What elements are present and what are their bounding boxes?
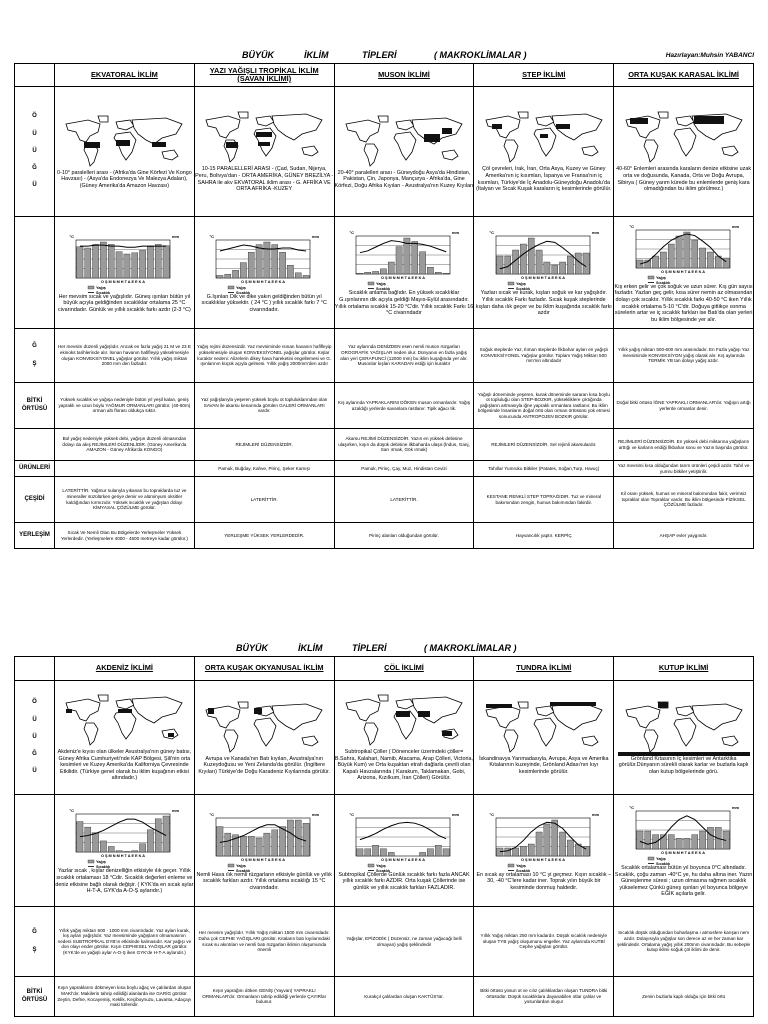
rain-bar: [559, 262, 565, 274]
row-label-soil: ÇEŞİDİ: [15, 477, 55, 523]
climate-cell: °C mm O Ş M N M H T A E E K A Yağış Sıcaklık Her mevsim sıcak ve yağışlıdır. Güneş ışınları bütün yıl büyük açıyla geldiğinden sıcaklıklar ortalama 25 °C civarındadır. Günlük ve yıllık sıcaklık farkı azdır (2-3 °C): [55, 217, 195, 329]
row-label-location: Ö Ü Ü Ğ Ü: [15, 681, 55, 795]
location-cell: Subtropikal Çöller ( Dönenceler üzerindeki çöller= B.Sahra, Kalahari, Namib, Atacama, Arap Çölleri, Victoria, Büyük Kum) ve Orta kuşaktan etrafı dağlarla çevrili olan Kapalı Havzalarında ( Karakum, Taklamakan, Gobi, Arizona, Kızılkum, İran Çölleri) Görülür.: [334, 681, 474, 795]
rain-bar: [248, 252, 254, 278]
legend-rain: Yağış: [515, 863, 526, 868]
rain-bar: [109, 847, 115, 853]
rain-bar: [644, 831, 650, 849]
world-map: [338, 114, 470, 170]
month-axis: O Ş M N M H T A E E K A: [660, 269, 705, 274]
rain-bar: [567, 840, 573, 856]
products-row: [15, 461, 754, 477]
rain-bar: [691, 240, 697, 268]
rain-bar: [536, 250, 542, 274]
rain-bar: [427, 267, 433, 274]
rain-bar: [544, 824, 550, 856]
rain-bar: [683, 232, 689, 268]
location-cell: Grönland Kıtasının İç kesimleri ve Antarktika görülür.Dünyanın sürekli olarak karlar ve buzlarla kaplı olan kutup bölgelerinde görü.: [614, 681, 754, 795]
climate-chart: [338, 810, 470, 872]
title-word: ( MAKRO: [424, 643, 464, 653]
climate-cell: °C mm O Ş M N M H T A E E K A Yağış Sıcaklık G.Işınları Dik ve dike yakın geldiğinden bütün yıl sıcaklıklar yüksektir. ( 24 °C ) yıllık sıcaklık farkı 7 °C civarındadır.: [194, 217, 334, 329]
location-row: [15, 87, 754, 217]
legend-temp: Sıcaklık: [655, 280, 670, 284]
rain-bar: [567, 256, 573, 274]
rain-bar: [280, 826, 286, 855]
rain-bar: [217, 826, 223, 855]
rain-bar: [264, 833, 270, 856]
legend-rain: Yağış: [236, 863, 247, 868]
climate-cell: °C mm O Ş M N M H T A E E K A Yağış Sıcaklık En sıcak ay ortalaması 10 °C yi geçmez. Kışın sıcaklık –30, -40 °C'lere kadar iner. Toprak yılın büyük bir kesiminde donmuş haldedir.: [474, 795, 614, 907]
rain-bar: [256, 838, 262, 856]
location-cell: 40-60° Enlemleri arasında karaların denize etkisine uzak orta ve doğusunda, Kanada, Orta ve Doğu Avrupa, Sibirya ( Güney yarım kürede bu enlemlerde geniş kara olmadığından bu iklim görülmez.): [614, 87, 754, 217]
vegetation-cell: Kış aylarında YAPRAKLARINI DÖKEN muson ormanlardır. Yağış azaldığı yerlerde savanlara rastlanır. Tipik ağacı tik.: [334, 383, 474, 429]
column-head: ORTA KUŞAK OKYANUSAL İKLİM: [194, 657, 334, 681]
rain-bar: [536, 832, 542, 856]
rain-bar: [109, 244, 115, 278]
rain-bar: [77, 246, 83, 277]
world-map: [618, 700, 750, 756]
rain-bar: [676, 838, 682, 849]
rain-bar: [116, 251, 122, 277]
title-word: KLİMALAR ): [464, 643, 517, 653]
rain-bar: [551, 265, 557, 274]
legend-rain: Yağış: [375, 282, 386, 287]
legend-temp: Sıcaklık: [96, 865, 111, 869]
temp-unit: °C: [629, 805, 634, 811]
river-cell: REJİMLERİ DÜZENSİZDİR. Sel rejimli akarsulardır.: [474, 429, 614, 461]
month-axis: O Ş M N M H T A E E K A: [380, 857, 426, 862]
rain-bar: [163, 245, 169, 277]
vegetation-cell: Bitki örtüsü yosun ot ve cılız çalılıklardan oluşan TUNDRA bitki örtüsüdür. Düşük sıcaklıklara dayanabilen otlar çalılar ve yosunlardan oluşur: [474, 977, 614, 1017]
rain-bar: [660, 252, 666, 268]
soil-cell: KESTANE RENKLİ STEP TOPRAĞIDIR. Tuz ve mineral bakımından zengin, humus bakımından fakirdir.: [474, 477, 614, 523]
climate-chart: [338, 228, 470, 290]
column-head: YAZI YAĞIŞLI TROPİKAL İKLİM (SAVAN İKLİMİ): [194, 64, 334, 87]
world-map: [618, 110, 750, 166]
settlement-cell: AHŞAP evler yaygındır.: [614, 523, 754, 549]
column-head: ORTA KUŞAK KARASAL İKLİMİ: [614, 64, 754, 87]
vegetation-cell: Doğal bitki örtüsü İĞNE YAPRAKLI ORMANLAR'dır. Yağışın artığı yerlerde ormanlar denir.: [614, 383, 754, 429]
rain-bar: [636, 831, 642, 849]
rain-bar: [272, 244, 278, 277]
rain-bar: [528, 238, 534, 274]
legend-temp: Sıcaklık: [236, 868, 251, 872]
rain-bar: [683, 838, 689, 849]
title-word: KLİMALAR ): [474, 50, 527, 60]
temp-unit: °C: [209, 811, 215, 817]
temperature-line: [360, 241, 446, 253]
climate-chart: [618, 803, 750, 865]
rain-bar: [388, 852, 394, 856]
products-cell: Pamuk, Pirinç, Çay, Muz, Hindistan Cevizi: [334, 461, 474, 477]
temp-unit: °C: [69, 808, 75, 814]
rain-bar: [85, 827, 91, 852]
legend-temp: Sıcaklık: [375, 868, 391, 872]
rain-bar: [295, 272, 301, 277]
rain-bar: [707, 827, 713, 849]
climate-row: [15, 795, 754, 907]
rain-bar: [148, 830, 154, 852]
rain-bar: [676, 236, 682, 268]
rain-bar: [412, 242, 418, 275]
settlement-cell: Hayvancılık yaptır. KERPİÇ: [474, 523, 614, 549]
rain-unit: mm: [312, 233, 320, 239]
row-label-rain: Ğ Ş: [15, 907, 55, 977]
rain-bar: [156, 819, 162, 852]
rain-unit: mm: [172, 233, 180, 239]
rain-row: [15, 907, 754, 977]
row-label-vegetation: BİTKİ ÖRTÜSÜ: [15, 383, 55, 429]
rain-bar: [132, 851, 138, 852]
rain-bar: [303, 275, 309, 278]
rain-bar: [132, 252, 138, 277]
world-map: [478, 110, 610, 166]
river-cell: REJİMLERİ DÜZENSİZDİR.: [194, 429, 334, 461]
world-map: [58, 114, 190, 170]
location-cell: Akdeniz'e kıyısı olan ülkeler Avustralya'nın güney batısı, Güney Afrika Cumhuriyeti'nde KAP Bölgesi, Şili'nin orta kesimleri ve Kuzey Amerika'da Kaliforniya Çevresinde Etkilidir. (Türkiye genel olarak bu iklim kuşağının etkisi altındadır.): [55, 681, 195, 795]
legend-rain: Yağış: [96, 860, 107, 865]
title-word: TİPLERİ: [362, 50, 397, 60]
products-cell: Tahıllar Yumruku Bitkiler (Patates, Soğan,Turp, Havuç): [474, 461, 614, 477]
rain-bar: [443, 273, 449, 274]
river-cell: REJİMLERİ DÜZENSİZDİR. En yüksek debi miktarına yağışların arttığı ve karların eridiği İlkbahar sonu ve Yazın başında görülür.: [614, 429, 754, 461]
rain-bar: [652, 256, 658, 268]
vegetation-cell: Zemin buzlarla kaplı olduğu için bitki örtü: [614, 977, 754, 1017]
climate-cell: °C mm O Ş M N M H T A E E K A Yağış Sıcaklık Subtropikal Çöllerde Günlük sıcaklık farkı fazla ANCAK yıllık sıcaklık farkı AZDIR. Orta kuşak Çöllerinde ise günlük ve yıllık sıcaklık farkları FAZLADIR.: [334, 795, 474, 907]
row-label-vegetation: BİTKİ ÖRTÜSÜ: [15, 977, 55, 1017]
world-map: [198, 110, 330, 166]
rain-bar: [225, 833, 231, 856]
rain-row: [15, 329, 754, 383]
river-cell: Bol yağış nedeniyle yüksek debi, yağışın düzenli olmasından dolayı da akış REJİMLERİ DÜZENLİDİR. (Güney Amerika'da AMAZON - Güney Afrika'da KONGO): [55, 429, 195, 461]
river-cell: Akarsu REJİMİ DÜZENSİZDİR. Yazın en yüksek debisine ulaşırken, kışın da düşük debisine ilkbaharda ulaşır.(İndus, Ganj, Sarı ırmak, Gök ırmak): [334, 429, 474, 461]
soil-row: [15, 477, 754, 523]
rain-bar: [85, 248, 91, 278]
rain-bar: [419, 852, 425, 856]
month-axis: O Ş M N M H T A E E K A: [241, 857, 286, 862]
rain-cell: Her mevsim düzenli yağışlıdır. Ancak en fazla yağış 21 M ve 23 E ekinoks tarihlerinde alır. İsınan havanın hafifleyip yükselmesiyle oluşan KONVEKSİYONEL yağışlar görülür. Yıllık yağış miktarı 2000 mm den fazladır.: [55, 329, 195, 383]
rain-bar: [256, 244, 262, 277]
rain-bar: [504, 848, 510, 856]
climate-cell: °C mm O Ş M N M H T A E E K A Yağış Sıcaklık Sıcaklık anlama bağlıdır. En yüksek sıcaklıklar G.ışınlarının dik açıyla geldiği Mayıs-Eylül arasındadır. Yıllık ortalama sıcaklık 15-20 °C'dir. Yıllık sıcaklık Farkı 16 °C civarındadır: [334, 217, 474, 329]
rain-bar: [380, 269, 386, 274]
location-cell: 10-15 PARALELLERİ ARASI - (Çad, Sudan, Nijerya, Peru, Bolivya'dan - ORTA AMERİKA, GÜNEY BREZİLYA - SAHRA ile akv EKVATORAL iklim arası - G. AFRİKA VE ORTA AFRİKA -KUZEY: [194, 87, 334, 217]
rain-unit: mm: [451, 811, 460, 817]
column-head: AKDENİZ İKLİMİ: [55, 657, 195, 681]
rain-bar: [140, 844, 146, 852]
column-head: MUSON İKLİMİ: [334, 64, 474, 87]
temperature-line: [220, 245, 306, 251]
rain-bar: [287, 265, 293, 278]
climate-cell: °C mm O Ş M N M H T A E E K A Yağış Sıcaklık Nemli Hava ılık nemli rüzgarların etkisiyle günlük ve yıllık sıcaklık farkları azdır. Yıllık ortalama sıcaklığı 15 °C civarındadır.: [194, 795, 334, 907]
legend-rain: Yağış: [375, 863, 386, 868]
rain-bar: [280, 252, 286, 278]
rain-bar: [435, 273, 441, 275]
rain-unit: mm: [312, 811, 320, 817]
vegetation-cell: Kışın yapraklarını dökmeyen kısa boylu ağaç ve çalılardan oluşan MAKİ'dır. Makilerin tahrip edildiği alanlarda ise GARİG görülür. Zeytin, Defne, Kocayemiş, Keklik, Keçiboynuzu, Lavanta, Adaçayı maki türleridir.: [55, 977, 195, 1017]
page2-table: [14, 656, 754, 1017]
month-axis: O Ş M N M H T A E E K A: [101, 279, 146, 284]
legend-rain: Yağış: [96, 285, 107, 290]
temp-unit: °C: [209, 233, 215, 239]
rain-bar: [396, 247, 402, 274]
column-head: EKVATORAL İKLİM: [55, 64, 195, 87]
rain-unit: mm: [451, 230, 460, 236]
rain-unit: mm: [591, 811, 599, 817]
title-word: İKLİM: [298, 643, 323, 653]
rain-bar: [707, 252, 713, 268]
world-map: [338, 693, 470, 749]
settlement-row: [15, 523, 754, 549]
climate-cell: °C mm O Ş M N M H T A E E K A Yağış Sıcaklık Sıcaklık ortalaması bütün yıl boyunca 0°C altındadır. Sıcaklık, çoğu zaman -40°C ye, hu daha altına iner. Yazın Güneşlenme süresi ; uzun olmasına rağmen sıcaklık yükselemez Çünkü güneş ışınları yıl boyunca bölgeye EĞİK açılarla gelir.: [614, 795, 754, 907]
rain-bar: [240, 262, 246, 277]
legend-temp: Sıcaklık: [515, 287, 530, 291]
rain-bar: [116, 851, 122, 852]
rain-bar: [691, 835, 697, 849]
column-head: STEP İKLİMİ: [474, 64, 614, 87]
soil-cell: Kil oranı yüksek, humus ve mineral bakımından fakir, verimsiz topraklar olan Topraklar vardır. Bu iklim bölgesinde FİZİKSEL ÇÖZÜLME fazladır.: [614, 477, 754, 523]
river-row: [15, 429, 754, 461]
legend-temp: Sıcaklık: [655, 862, 670, 866]
climate-row: [15, 217, 754, 329]
rain-bar: [512, 848, 518, 856]
column-head: KUTUP İKLİMİ: [614, 657, 754, 681]
rain-bar: [668, 244, 674, 268]
rain-bar: [357, 848, 363, 855]
climate-chart: [58, 232, 190, 294]
rain-bar: [520, 244, 526, 274]
rain-bar: [583, 253, 589, 274]
location-cell: Çöl çevreleri, Irak, İran, Orta Asya, Kuzey ve Güney Amerika'nın iç kısımları, İspanya ve Fransa'nın iç kısımları, Türkiye'de İç Anadolu-Güneydoğu Anadolu'da (İtalyan ve Sıcak Kuşak karaların iç kesimlerinde görülür.: [474, 87, 614, 217]
rain-unit: mm: [731, 223, 739, 229]
rain-bar: [240, 836, 246, 856]
rain-bar: [372, 845, 378, 856]
rain-bar: [528, 844, 534, 856]
column-head: TUNDRA İKLİMİ: [474, 657, 614, 681]
vegetation-cell: Kurakçıl çalılardan oluşan KAKTÜS'tür.: [334, 977, 474, 1017]
rain-bar: [93, 244, 99, 278]
temp-unit: °C: [349, 811, 354, 817]
rain-cell: Yıllık yağış miktarı 600 - 1000 mm civarındadır. Yaz ayları kurak, kış ayları yağışlıdır. Yaz mevsiminde yağışların olmamasının nedeni SUBTROPİKAL DYB'ın etkisinde kalmasıdır. Kar yağışı ve don olayı ender görülür. Kışın CEPHESEL YAĞIŞLAR görülür. (KYK'de en yağışlı aylar A-O-Ş iken GYK'de H-T-A aylarıdır.): [55, 907, 195, 977]
title-word: BÜYÜK: [236, 643, 269, 653]
world-map: [198, 700, 330, 756]
temp-unit: °C: [489, 230, 494, 236]
rain-cell: Sıcaklık düşük olduğundan buharlaşma ı atmosfere karışan nem azdır. Dolayısıyla yağışlar son derece az ve her zaman kar şeklindedir. Ortalama yağış yıllık 200mm civarındadır. Bu sebeple kutup iklimi soğuk çöl iklimi de denir.: [614, 907, 754, 977]
rain-bar: [272, 829, 278, 855]
rain-bar: [248, 836, 254, 856]
rain-bar: [575, 253, 581, 274]
rain-unit: mm: [731, 805, 739, 811]
legend-temp: Sıcaklık: [375, 287, 391, 291]
vegetation-row: [15, 383, 754, 429]
climate-chart: [198, 810, 330, 872]
rain-cell: Yıllık yağış miktarı 500-600 mm arasındadır. En Fazla yağışı Yaz mevsiminde KONVEKSİYON yağış olarak alır. Kış aylarında TERMİK YB tan dolayı yağış azdır.: [614, 329, 754, 383]
soil-cell: LATERİTTİR. Yağmur sularıyla yıkanan bu topraklarda tuz ve mineraller süzülürken geriye demir ve alüminyum oksitler kaldığından kırmızıdır. Yüksek sıcaklık ve yağıştan dolayı KİMYASAL ÇÖZÜLME görülür.: [55, 477, 195, 523]
rain-bar: [497, 848, 503, 856]
location-cell: 0-10° paralelleri arası - (Afrika'da Gine Körfezi Ve Kongo Havzası) - (Asya'da Endonezya Ve Malezya Adaları), (Güney Amerika'da Amazon Havzası): [55, 87, 195, 217]
rain-bar: [497, 256, 503, 274]
rain-bar: [124, 254, 130, 278]
rain-bar: [443, 848, 449, 855]
rain-unit: mm: [172, 808, 180, 814]
temp-unit: °C: [489, 811, 494, 817]
rain-bar: [427, 848, 433, 855]
location-row: [15, 681, 754, 795]
world-map: [478, 700, 610, 756]
vegetation-cell: Yüksek sıcaklık ve yağışa nedeniyle bütün yıl yeşil kalan, geniş yapraklı ve uzun boylu YAĞMUR ORMANLARI görülür. (40-60m) orman altı florası oldukça sıktır.: [55, 383, 195, 429]
rain-cell: Yıllık Yağış miktarı 250 mm kadardır. Düşük sıcaklık nedeniyle oluşan TYB yağış oluşumunu engeller. Yaz aylarında KUTBİ Cephe yağışları görülür.: [474, 907, 614, 977]
row-label-rain: Ğ Ş: [15, 329, 55, 383]
settlement-cell: Sıcak Ve Nemli Olan Bu Bölgelerde Yerleşmeler Yüksek Yerlerdedir. (Yerleşmelere 4000 - 4500 metreye kadar görülür.): [55, 523, 195, 549]
rain-bar: [435, 845, 441, 856]
rain-bar: [365, 273, 371, 275]
location-cell: 20-40° paralelleri arası - Güneydoğu Asya'da Hindistan, Pakistan, Çin, Japonya, Mançurya - Afrika'da, Gine Körfezi, Doğu Afrika Kıyıları - Avustralya'nın Kuzey Kıyıları: [334, 87, 474, 217]
page1-table: [14, 63, 754, 549]
column-head: ÇÖL İKLİMİ: [334, 657, 474, 681]
rain-bar: [372, 272, 378, 275]
temp-unit: °C: [69, 233, 75, 239]
row-label-settlement: YERLEŞİM: [15, 523, 55, 549]
title-word: BÜYÜK: [242, 50, 275, 60]
rain-bar: [388, 262, 394, 274]
climate-cell: °C mm O Ş M N M H T A E E K A Yağış Sıcaklık Kış erken gelir ve çok soğuk ve uzun sürer. Kış gün sayısı fazladır. Yazları geç gelir, kısa sürer nemin az olmasından dolayı çok sıcaktır. Yıllık sıcaklık farkı 40-50 °C iken Yıllık sıcaklık ortalama 5-10 °C'dir. Doğuya gittikçe ısınma sürelerin artar ve iç sıcaklık farkları ise Batı'da olan yerleri bu iklim bölgesinde yer alır.: [614, 217, 754, 329]
rain-unit: mm: [591, 230, 599, 236]
rain-bar: [520, 846, 526, 856]
rain-bar: [225, 274, 231, 278]
rain-bar: [101, 841, 107, 852]
legend-rain: Yağış: [655, 275, 666, 280]
rain-cell: Her mevsim yağışlıdır. Yıllık Yağış miktarı 1500 mm civarındadır. Daha çok CEPHE YAĞIŞLARI görülür. Kıtaların batı kıyılarındaki sıcak su akıntıları ve nemli batı rüzgarları iklimin oluşumunda önemli: [194, 907, 334, 977]
author-credit: Hazırlayan:Muhsin YABANCI: [665, 52, 754, 59]
month-axis: O Ş M N M H T A E E K A: [520, 857, 565, 862]
rain-cell: Soğuk steplerde Yaz, Ilıman steplerde İlkbahar ayları en yağışlı KONVEKSİYONEL Yağışlar görülür. Toplam Yağış Miktarı 500 mm'nin altındadır: [474, 329, 614, 383]
climate-chart: [618, 222, 750, 284]
title-word: ( MAKRO: [434, 50, 474, 60]
rain-bar: [668, 835, 674, 849]
rain-bar: [140, 250, 146, 278]
title-word: TİPLERİ: [352, 643, 387, 653]
rain-bar: [699, 248, 705, 268]
soil-cell: LATERİTTİR.: [194, 477, 334, 523]
row-label-products: ÜRÜNLERİ: [15, 461, 55, 477]
rain-bar: [101, 242, 107, 278]
title-word: İKLİM: [304, 50, 329, 60]
climate-chart: [478, 810, 610, 872]
rain-bar: [723, 258, 729, 268]
rain-cell: Yaz aylarında DENİZDEN esen nemli muson rüzgarları OROGRAFİK YAĞIŞLAR neden olur. Dünyanın en fazla yağış alan yeri ÇERAPUNCİ (12000 mm) bu iklim kuşağında yer alır. Musonlar kışları KARADAN estiği için kuraktır: [334, 329, 474, 383]
rain-bar: [233, 270, 239, 278]
legend-temp: Sıcaklık: [515, 868, 530, 872]
vegetation-cell: Yaz yağışlarıyla yeşeren yüksek boylu ot topluluklarından olan SAVAN ile akarsu kenarında görülen GALERİ ORMANLARI vardır.: [194, 383, 334, 429]
month-axis: O Ş M N M H T A E E K A: [520, 276, 565, 281]
legend-temp: Sıcaklık: [236, 290, 251, 294]
row-label-location: Ö Ü Ü Ğ Ü: [15, 87, 55, 217]
products-cell: [55, 461, 195, 477]
rain-bar: [380, 848, 386, 855]
rain-bar: [357, 273, 363, 274]
rain-bar: [544, 262, 550, 274]
month-axis: O Ş M N M H T A E E K A: [241, 279, 286, 284]
rain-cell: Yağışlar, EPİZODİK ( Düzensiz, ne zaman yağacağı belli olmayan) yağış şeklindedir: [334, 907, 474, 977]
month-axis: O Ş M N M H T A E E K A: [660, 851, 705, 856]
climate-chart: [478, 228, 610, 290]
climate-chart: [198, 232, 330, 294]
rain-bar: [699, 831, 705, 849]
rain-bar: [148, 246, 154, 277]
rain-bar: [303, 823, 309, 856]
month-axis: O Ş M N M H T A E E K A: [380, 276, 426, 281]
legend-rain: Yağış: [655, 857, 666, 862]
month-axis: O Ş M N M H T A E E K A: [101, 854, 146, 859]
temp-unit: °C: [349, 230, 354, 236]
rain-bar: [559, 832, 565, 856]
climate-cell: °C mm O Ş M N M H T A E E K A Yağış Sıcaklık Yazlar sıcak , kışlar denizelliğin etkisiyle ılık geçer. Yıllık sıcaklık ortalaması 18 °Cdir. Sıcaklık değerleri enleme ve deniz etkisine bağlı olarak değişir. ( KYK'da en sıcak aylar H-T-A, GYK'da A-O-Ş aylarıdır.): [55, 795, 195, 907]
location-cell: İskandinavya Yarımadasıyla, Avrupa, Asya ve Amerika Kıtalarının kuzeyinde, Grönland Adası'nın kıyı kesimlerinde görülür.: [474, 681, 614, 795]
vegetation-cell: Kışın yaprağını döken GENİŞ (Yayvan) YAPRAKLI ORMANLAR'dır. Ormanların tahrip edildiği yerlerde ÇAYIRlar bulunur.: [194, 977, 334, 1017]
rain-bar: [93, 833, 99, 852]
soil-cell: LATERİTTİR.: [334, 477, 474, 523]
climate-cell: °C mm O Ş M N M H T A E E K A Yağış Sıcaklık Yazları sıcak ve kurak, kışları soğuk ve kar yağışlıdır. Yıllık sıcaklık Farkı fazladır. Sıcak kuşak steplerinde kışları daha ılık geçer ve bu iklim kuşağında sıcaklık farkı azdır: [474, 217, 614, 329]
products-cell: Pamuk, Buğday, Kahve, Pirinç, Şeker Kamışı: [194, 461, 334, 477]
rain-bar: [365, 848, 371, 855]
settlement-cell: Pirinç alanları olduğundan görülür.: [334, 523, 474, 549]
rain-bar: [217, 275, 223, 278]
rain-bar: [156, 244, 162, 278]
rain-bar: [419, 252, 425, 274]
temp-unit: °C: [629, 223, 634, 229]
rain-cell: Yağış rejimi düzensizdir. Yaz mevsiminde ısınan havanın hafifleyip yükselmesiyle oluşan KONVEKSİYONEL yağışlar görülür. Kışlar kuraktır nedeni: Alizelerin dikey hava hareketini engellemesi ve G. ışınlarının küçük açıyla gelmesi. Yıllık yağış 2000mm'den azdır: [194, 329, 334, 383]
climate-chart: [58, 806, 190, 868]
legend-temp: Sıcaklık: [96, 290, 111, 294]
rain-bar: [551, 820, 557, 856]
settlement-cell: YERLEŞME YÜKSEK YERLERDEDİR.: [194, 523, 334, 549]
rain-bar: [287, 820, 293, 856]
vegetation-row: [15, 977, 754, 1017]
legend-rain: Yağış: [236, 285, 247, 290]
rain-bar: [264, 242, 270, 278]
rain-bar: [124, 852, 130, 853]
world-map: [58, 693, 190, 749]
products-cell: Yaz mevsimi kısa olduğundan tarım ürünleri çeşidi azdır. Tahıl ve yumru bitkiler yetiştirilir.: [614, 461, 754, 477]
vegetation-cell: Yağışlı döneminde yeşeren, kurak döneminde sararan kısa boylu ot topluluğu olan STEP-BOZKIR, yüksekliklere çıktığında yağışların artmasıyla iğne yapraklı ormanlara rastlanır. Bu iklim bölgesinde İnsanların doğal örtü olan orman örtüsünü yok etmesi sonucunda ANTROPOJEN BOZKIR görülür.: [474, 383, 614, 429]
location-cell: Avrupa ve Kanada'nın Batı kıyıları, Avustralya'nın Kuzeydoğusu ve Yeni Zelanda'da görülür. (İngiltere Kıyıları) Türkiye'de Doğu Karadeniz Kıyılarında görülür.: [194, 681, 334, 795]
legend-rain: Yağış: [515, 282, 526, 287]
